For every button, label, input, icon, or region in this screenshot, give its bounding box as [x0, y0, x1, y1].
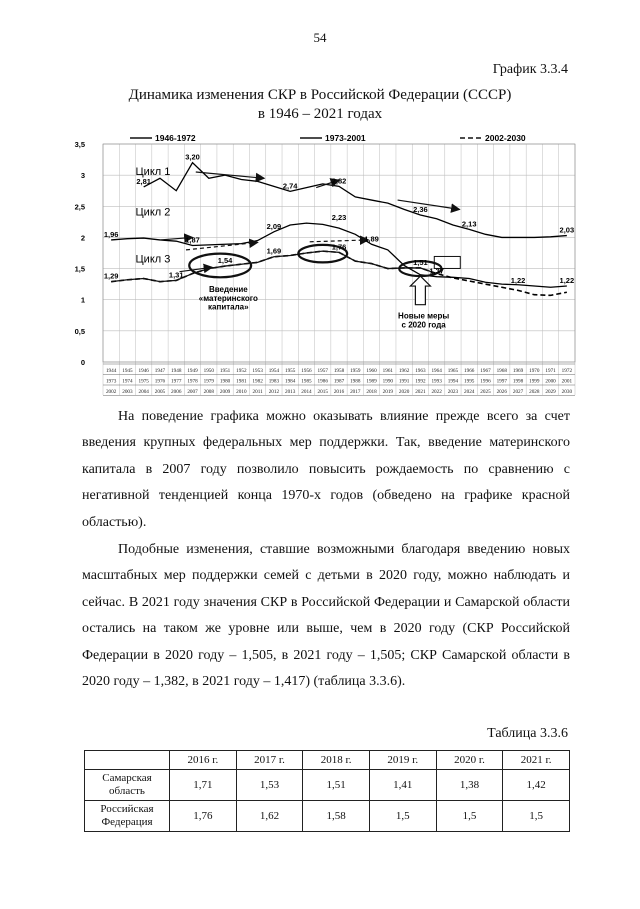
x-tick-label: 1993 [431, 378, 442, 385]
annotation: Цикл 1 [135, 166, 171, 179]
table-cell: 1,5 [436, 801, 503, 832]
x-tick-label: 1959 [350, 368, 361, 374]
x-tick-label: 1966 [464, 368, 475, 374]
data-label: 1,54 [217, 256, 233, 266]
x-tick-label: 2009 [219, 389, 231, 395]
x-tick-label: 1976 [154, 378, 166, 385]
table-header-cell: 2020 г. [436, 751, 503, 770]
x-tick-label: 1996 [480, 378, 491, 385]
x-tick-label: 2014 [301, 389, 312, 395]
x-tick-label: 1953 [252, 368, 263, 374]
x-tick-label: 2007 [187, 389, 198, 395]
chart-title-line1: Динамика изменения СКР в Российской Федерации (СССР) [128, 87, 512, 103]
table-label: Таблица 3.3.6 [487, 726, 568, 741]
x-tick-label: 1997 [496, 378, 507, 385]
data-label: 1,69 [266, 246, 282, 256]
x-tick-label: 2029 [545, 389, 556, 395]
annotation: «материнского [198, 293, 258, 303]
x-tick-label: 2030 [561, 389, 573, 395]
up-arrow-icon [410, 276, 430, 305]
x-tick-label: 2025 [480, 389, 491, 395]
x-tick-label: 2013 [284, 389, 296, 395]
data-label: 1,96 [103, 229, 119, 239]
data-label: 1,37 [429, 266, 444, 276]
x-tick-label: 1963 [415, 368, 426, 374]
x-tick-label: 2010 [236, 389, 247, 395]
x-tick-label: 1949 [187, 368, 198, 374]
x-tick-label: 1999 [529, 378, 540, 385]
data-label: 2,74 [282, 181, 298, 191]
x-tick-label: 1991 [398, 378, 410, 385]
annotation: Цикл 3 [135, 253, 171, 266]
x-tick-label: 2019 [382, 389, 394, 395]
x-tick-label: 2003 [122, 389, 133, 395]
x-tick-label: 1974 [122, 378, 133, 385]
x-tick-label: 2026 [496, 389, 507, 395]
x-tick-label: 1950 [203, 368, 214, 374]
table-cell: 1,42 [503, 770, 570, 801]
y-tick-label: 3,5 [74, 140, 85, 149]
x-tick-label: 1956 [301, 368, 312, 374]
data-label: 2,81 [136, 176, 151, 186]
data-label: 1,89 [364, 234, 379, 244]
x-tick-label: 1957 [317, 368, 328, 374]
annotation: капитала» [208, 302, 249, 312]
table-cell: 1,5 [369, 801, 436, 832]
data-label: 1,51 [413, 257, 428, 267]
x-tick-label: 1989 [366, 378, 377, 385]
x-tick-label: 1951 [219, 368, 231, 374]
x-tick-label: 1985 [301, 378, 312, 385]
x-tick-label: 1979 [203, 378, 214, 385]
x-tick-label: 2021 [415, 389, 426, 395]
x-tick-label: 1990 [382, 378, 394, 385]
table-header-cell: 2019 г. [369, 751, 436, 770]
table-cell: 1,58 [303, 801, 370, 832]
y-tick-label: 3 [80, 171, 85, 181]
table-cell: 1,53 [236, 770, 303, 801]
legend-label: 1946-1972 [155, 133, 196, 143]
annotation: Цикл 2 [135, 206, 171, 219]
x-tick-label: 1965 [447, 368, 459, 374]
x-tick-label: 1992 [415, 378, 426, 385]
data-label: 1,76 [331, 242, 347, 252]
x-tick-label: 1962 [398, 368, 410, 374]
data-label: 3,20 [185, 152, 200, 162]
y-tick-label: 0,5 [74, 326, 85, 336]
data-label: 1,31 [168, 270, 184, 280]
x-tick-label: 2002 [105, 389, 117, 395]
x-tick-label: 2011 [252, 389, 263, 395]
fertility-line-chart [70, 128, 585, 395]
x-tick-label: 2017 [350, 389, 361, 395]
legend-label: 2002-2030 [485, 133, 526, 143]
x-tick-label: 1995 [464, 378, 475, 385]
x-tick-label: 2023 [447, 389, 459, 395]
tfr-table [84, 750, 570, 832]
x-tick-label: 1952 [236, 368, 247, 374]
table-row [85, 770, 570, 801]
x-tick-label: 1947 [154, 368, 166, 374]
x-tick-label: 2006 [171, 389, 182, 395]
x-tick-label: 1946 [138, 368, 149, 374]
x-tick-label: 1955 [284, 368, 296, 374]
table-header-cell: 2017 г. [236, 751, 303, 770]
table-header-cell [85, 751, 170, 770]
data-label: 1,22 [510, 276, 526, 286]
x-tick-label: 1975 [138, 378, 149, 385]
table-header-cell: 2021 г. [503, 751, 570, 770]
table-cell: 1,5 [503, 801, 570, 832]
paragraph-2 [82, 537, 570, 695]
x-tick-label: 1994 [447, 378, 459, 385]
table-cell: 1,62 [236, 801, 303, 832]
legend-label: 1973-2001 [325, 133, 366, 143]
x-tick-label: 1960 [366, 368, 377, 374]
table-row-label: Российская Федерация [85, 801, 170, 832]
x-tick-label: 1944 [105, 368, 117, 374]
x-tick-label: 1972 [561, 368, 573, 374]
x-tick-label: 2001 [561, 378, 573, 385]
page-number: 54 [313, 30, 327, 45]
x-tick-label: 2012 [268, 389, 280, 395]
data-label: 2,36 [413, 205, 428, 215]
x-tick-label: 2004 [138, 389, 149, 395]
annotation: Новые меры [398, 311, 450, 321]
y-tick-label: 2,5 [74, 202, 85, 212]
data-label: 2,82 [331, 176, 347, 186]
data-label: 2,03 [559, 225, 575, 235]
table-cell: 1,76 [170, 801, 237, 832]
table-row-label: Самарская область [85, 770, 170, 801]
x-tick-label: 1954 [268, 368, 280, 374]
x-tick-label: 1980 [219, 378, 231, 385]
x-tick-label: 2028 [529, 389, 540, 395]
y-tick-label: 0 [80, 358, 85, 367]
table-cell: 1,38 [436, 770, 503, 801]
data-label: 2,23 [331, 213, 347, 223]
x-tick-label: 1977 [171, 378, 182, 385]
x-tick-label: 2008 [203, 389, 214, 395]
paragraph-2-text: Подобные изменения, ставшие возможными благодаря введению новых масштабных мер поддержки семей с детьми в 2020 году, можно наблюдать и сейчас. В 2021 году значения СКР в Российской Федерации и Самарской области остались на таком же уровне или выше, чем в 2020 году (СКР Российской Федерации в 2020 году – 1,505, в 2021 году – 1,505; СКР Самарской области в 2020 году – 1,382, в 2021 году – 1,417) (таблица 3.3.6). [82, 542, 570, 690]
x-tick-label: 1988 [350, 378, 361, 385]
y-tick-label: 1 [80, 295, 85, 305]
annotation: Введение [208, 285, 248, 295]
y-tick-label: 1,5 [74, 264, 85, 274]
table-cell: 1,71 [170, 770, 237, 801]
x-tick-label: 2000 [545, 378, 556, 385]
data-label: 1,29 [103, 271, 119, 281]
x-tick-label: 1983 [268, 378, 280, 385]
annotation: с 2020 года [401, 320, 446, 330]
x-tick-label: 2016 [333, 389, 345, 395]
table-cell: 1,41 [369, 770, 436, 801]
x-tick-label: 1964 [431, 368, 442, 374]
x-tick-label: 2005 [154, 389, 166, 395]
x-tick-label: 1971 [545, 368, 556, 374]
x-tick-label: 1978 [187, 378, 198, 385]
x-tick-label: 1973 [105, 378, 117, 385]
x-tick-label: 1958 [333, 368, 345, 374]
table-header-cell: 2016 г. [170, 751, 237, 770]
table-row [85, 801, 570, 832]
figure-label: График 3.3.4 [492, 62, 568, 77]
x-tick-label: 2027 [512, 389, 524, 395]
x-tick-label: 2024 [464, 389, 475, 395]
paragraph-1 [82, 404, 570, 536]
x-tick-label: 1970 [529, 368, 540, 374]
data-label: 2,13 [461, 219, 477, 229]
x-tick-label: 1986 [317, 378, 328, 385]
data-label: 2,09 [266, 221, 282, 231]
paragraph-1-text: На поведение графика можно оказывать влияние прежде всего за счет введения крупных федеральных мер поддержки. Так, введение материнского капитала в 2007 году позволило повысить рождаемость по сравнению с негативной тенденцией конца 1970-х годов (обведено на графике красной областью). [82, 409, 570, 530]
table-cell: 1,51 [303, 770, 370, 801]
y-tick-label: 2 [80, 233, 85, 243]
chart-title-line2: в 1946 – 2021 годах [257, 106, 383, 122]
x-tick-label: 2015 [317, 389, 328, 395]
x-tick-label: 1945 [122, 368, 133, 374]
data-label: 1,87 [185, 235, 200, 245]
series-line [144, 163, 567, 238]
table-header-row [85, 751, 570, 770]
x-tick-label: 1969 [512, 368, 524, 374]
chart-title [0, 86, 640, 124]
x-tick-label: 1968 [496, 368, 507, 374]
x-tick-label: 1961 [382, 368, 394, 374]
x-tick-label: 2020 [398, 389, 410, 395]
x-tick-label: 2018 [366, 389, 377, 395]
data-label: 1,22 [559, 276, 575, 286]
x-tick-label: 1967 [480, 368, 491, 374]
x-tick-label: 2022 [431, 389, 442, 395]
x-tick-label: 1998 [512, 378, 524, 385]
x-tick-label: 1987 [333, 378, 345, 385]
x-tick-label: 1982 [252, 378, 263, 385]
x-tick-label: 1981 [236, 378, 247, 385]
x-tick-label: 1984 [284, 378, 296, 385]
x-tick-label: 1948 [171, 368, 182, 374]
table-header-cell: 2018 г. [303, 751, 370, 770]
